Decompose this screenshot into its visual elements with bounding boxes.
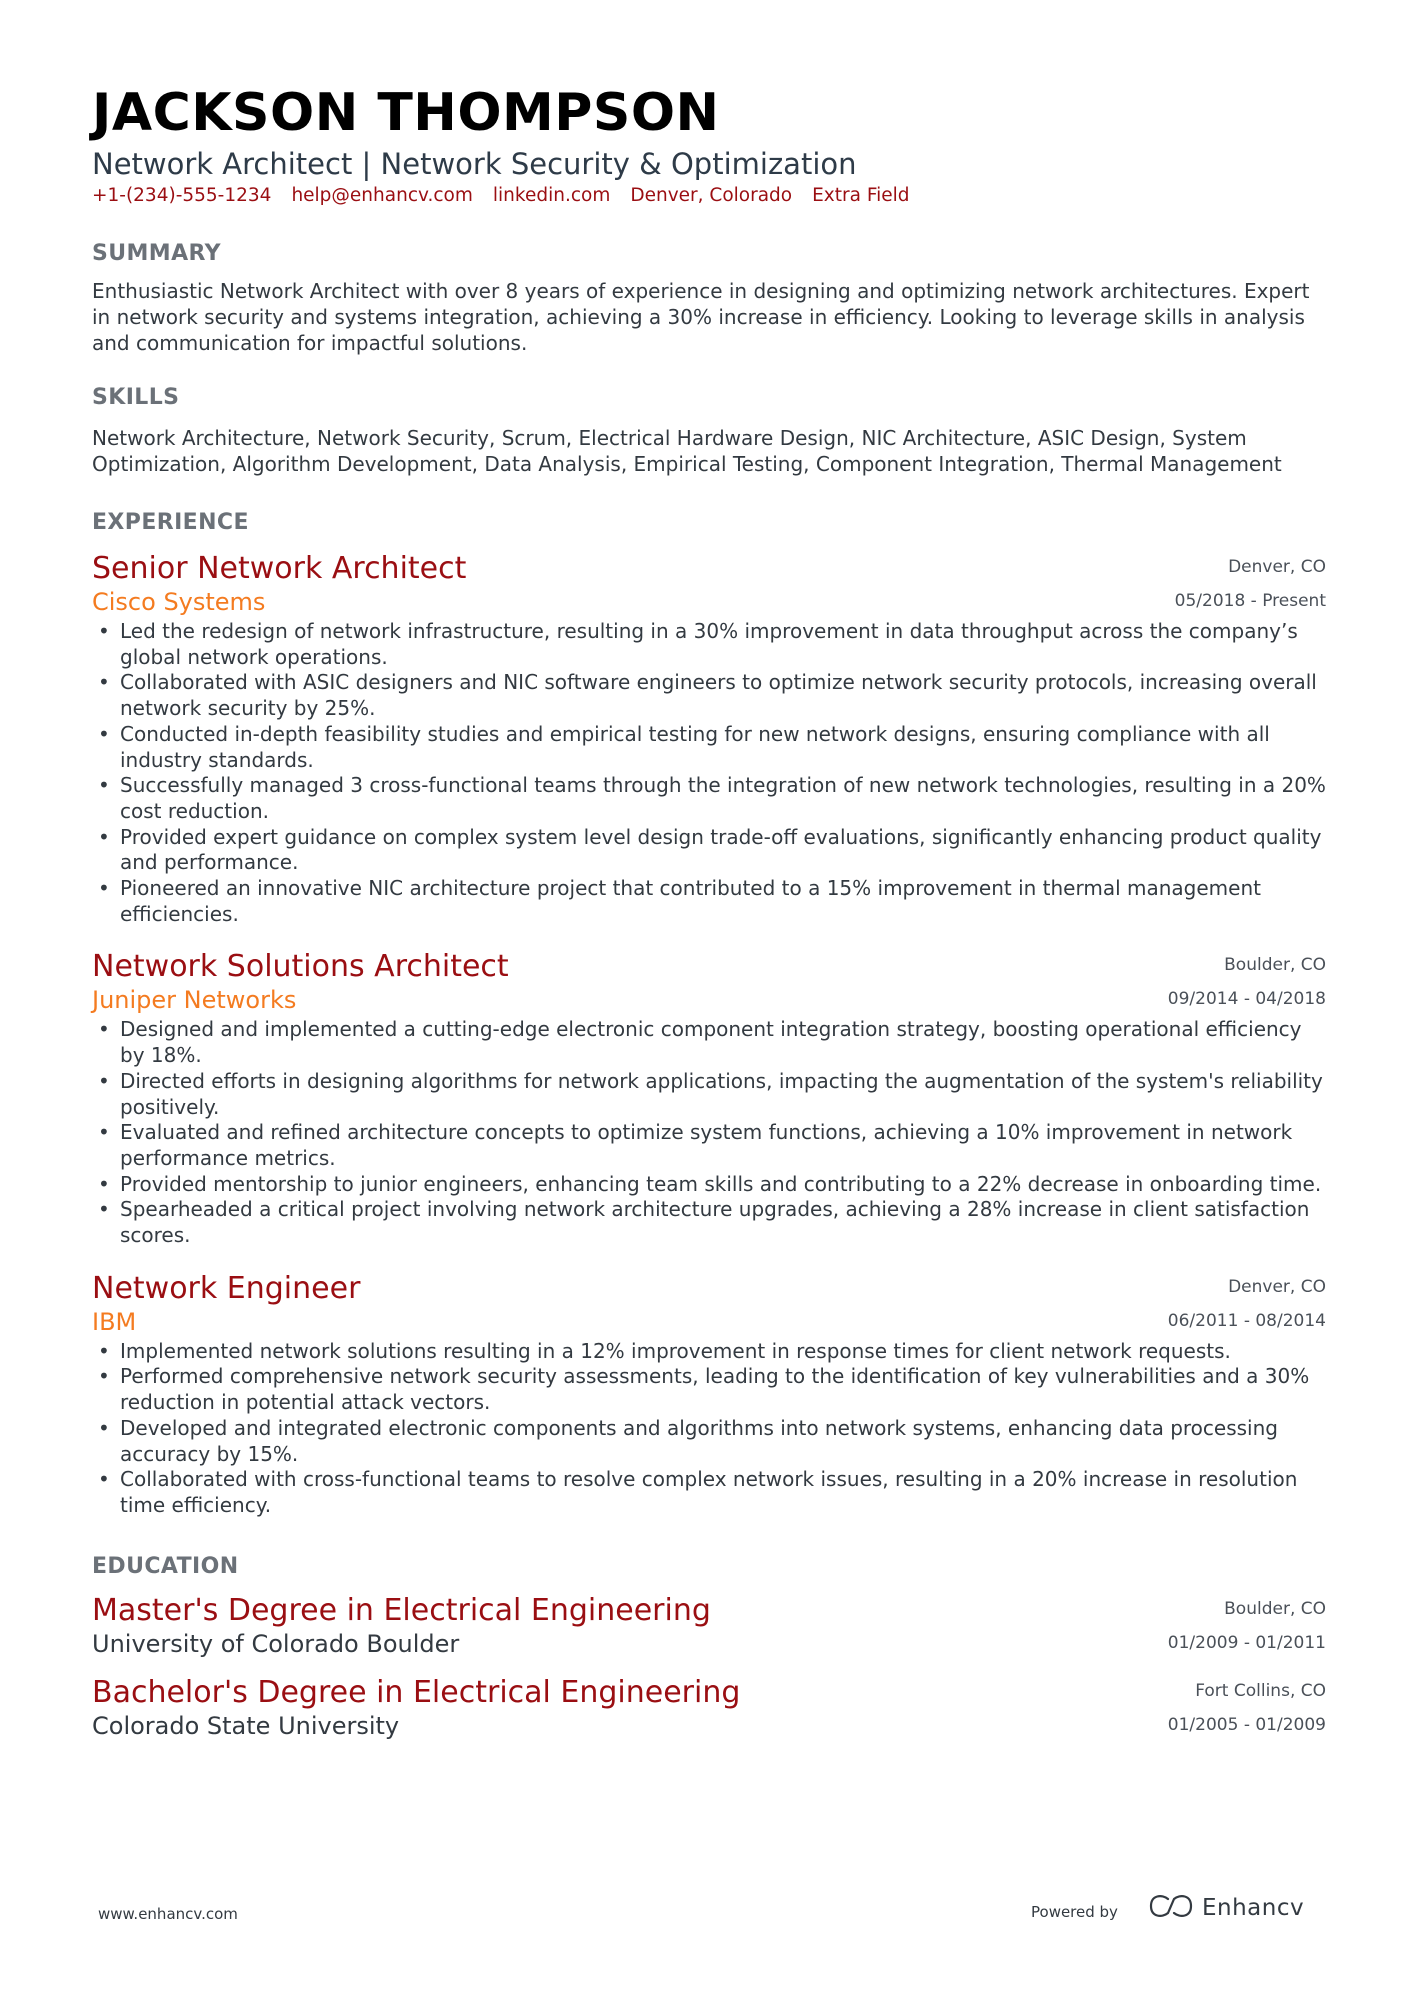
job-location: Denver, CO [1228, 1276, 1326, 1297]
bullet-item: • Collaborated with cross-functional teams to resolve complex network issues, resulting in a 20% increase in resolution time efficiency. [92, 1467, 1326, 1518]
summary-section [92, 240, 1326, 356]
job-dates: 09/2014 - 04/2018 [1167, 989, 1326, 1010]
bullet-item: • Spearheaded a critical project involving network architecture upgrades, achieving a 28% increase in client satisfaction scores. [92, 1197, 1326, 1248]
skills-title: SKILLS [92, 385, 180, 410]
contact-extra-field: Extra Field [812, 185, 910, 206]
job-location: Denver, CO [1228, 557, 1326, 577]
skills-section [92, 384, 1326, 477]
job-dates: 06/2011 - 08/2014 [1167, 1310, 1326, 1331]
education-entry [92, 1593, 1326, 1659]
education-entry-header [92, 1593, 1326, 1659]
school-dates: 01/2009 - 01/2011 [1167, 1632, 1326, 1653]
degree-title: Master's Degree in Electrical Engineering [92, 1592, 711, 1628]
contact-linkedin[interactable]: linkedin.com [492, 185, 611, 206]
education-section [92, 1553, 1326, 1741]
footer-brand-name: Enhancv [1202, 1895, 1305, 1921]
school-name: University of Colorado Boulder [92, 1629, 460, 1658]
company-name: Juniper Networks [92, 986, 297, 1015]
experience-entry [92, 1271, 1326, 1519]
company-name: Cisco Systems [92, 588, 266, 616]
experience-entry-header [92, 949, 1326, 1015]
experience-entry-header [92, 1271, 1326, 1337]
bullet-item: • Provided mentorship to junior engineers, enhancing team skills and contributing to a 22% decrease in onboarding time. [92, 1172, 1326, 1198]
job-bullets [92, 1017, 1326, 1248]
school-dates: 01/2005 - 01/2009 [1167, 1714, 1326, 1735]
company-name: IBM [92, 1307, 137, 1336]
resume-header [92, 84, 1326, 208]
bullet-item: • Successfully managed 3 cross-functional teams through the integration of new network technologies, resulting in a 20% cost reduction. [92, 773, 1326, 824]
footer-brand-logo[interactable] [1148, 1893, 1304, 1923]
degree-title: Bachelor's Degree in Electrical Engineering [92, 1674, 741, 1710]
job-dates: 05/2018 - Present [1174, 591, 1326, 611]
skills-text: Network Architecture, Network Security, Scrum, Electrical Hardware Design, NIC Architecture, ASIC Design, System Optimization, Algorithm Development, Data Analysis, Empirical Testing, Component Integration, Thermal Management [92, 426, 1282, 476]
enhancv-logo-icon [1148, 1893, 1194, 1923]
bullet-item: • Developed and integrated electronic components and algorithms into network systems, enhancing data processing accuracy by 15%. [92, 1416, 1326, 1467]
bullet-item: • Performed comprehensive network security assessments, leading to the identification of key vulnerabilities and a 30% reduction in potential attack vectors. [92, 1364, 1326, 1415]
experience-entry-header [92, 551, 1326, 617]
education-entry-header [92, 1675, 1326, 1741]
school-name: Colorado State University [92, 1711, 400, 1740]
candidate-name: JACKSON THOMPSON [92, 83, 720, 143]
bullet-item: • Directed efforts in designing algorithms for network applications, impacting the augmentation of the system's reliability positively. [92, 1069, 1326, 1120]
contact-location: Denver, Colorado [630, 185, 793, 206]
bullet-item: • Collaborated with ASIC designers and NIC software engineers to optimize network security protocols, increasing overall network security by 25%. [92, 670, 1326, 721]
summary-title: SUMMARY [92, 241, 221, 266]
job-title: Senior Network Architect [92, 551, 467, 586]
school-location: Fort Collins, CO [1195, 1680, 1326, 1701]
job-title: Network Engineer [92, 1270, 361, 1306]
summary-text: Enthusiastic Network Architect with over 8 years of experience in designing and optimizing network architectures. Expert in network security and systems integration, achieving a 30% increase in efficiency. Looking to leverage skills in analysis and communication for impactful solutions. [92, 279, 1310, 355]
bullet-item: • Conducted in-depth feasibility studies and empirical testing for new network designs, ensuring compliance with all industry standards. [92, 722, 1326, 773]
experience-entry [92, 949, 1326, 1248]
bullet-item: • Pioneered an innovative NIC architecture project that contributed to a 15% improvement in thermal management efficiencies. [92, 876, 1326, 927]
job-title: Network Solutions Architect [92, 949, 509, 985]
education-title: EDUCATION [92, 1553, 239, 1579]
experience-title: EXPERIENCE [92, 510, 249, 535]
footer-website-link[interactable]: www.enhancv.com [98, 1905, 238, 1923]
bullet-item: • Implemented network solutions resulting in a 12% improvement in response times for client network requests. [92, 1339, 1326, 1365]
bullet-item: • Designed and implemented a cutting-edge electronic component integration strategy, boosting operational efficiency by 18%. [92, 1017, 1326, 1068]
bullet-item: • Led the redesign of network infrastructure, resulting in a 30% improvement in data throughput across the company’s global network operations. [92, 619, 1326, 670]
footer-powered-by: Powered by [1031, 1903, 1118, 1921]
contact-phone[interactable]: +1-(234)-555-1234 [92, 185, 272, 206]
contact-info [92, 184, 1326, 208]
bullet-item: • Evaluated and refined architecture concepts to optimize system functions, achieving a 10% improvement in network performance metrics. [92, 1120, 1326, 1171]
experience-entry [92, 551, 1326, 927]
contact-email[interactable]: help@enhancv.com [291, 185, 473, 206]
education-entry [92, 1675, 1326, 1741]
job-location: Boulder, CO [1224, 955, 1326, 976]
job-bullets [92, 619, 1326, 927]
experience-section [92, 509, 1326, 1519]
resume-page [92, 84, 1326, 1741]
school-location: Boulder, CO [1224, 1598, 1326, 1619]
candidate-headline: Network Architect | Network Security & Optimization [92, 147, 857, 181]
job-bullets [92, 1339, 1326, 1519]
bullet-item: • Provided expert guidance on complex system level design trade-off evaluations, significantly enhancing product quality and performance. [92, 825, 1326, 876]
